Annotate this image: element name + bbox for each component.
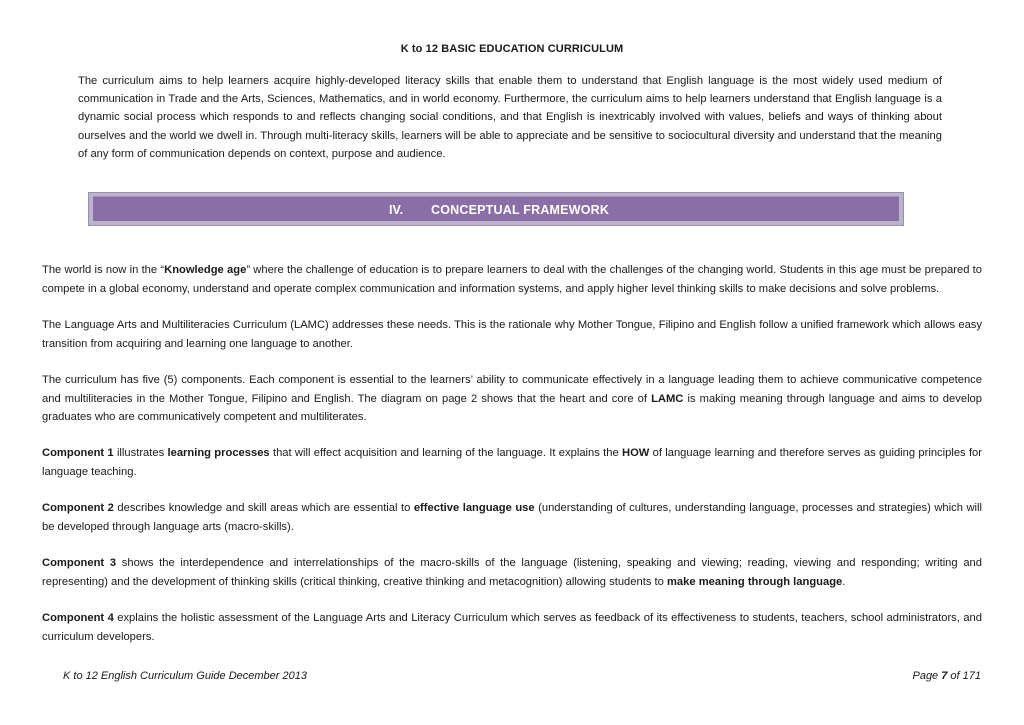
current-page: 7: [941, 670, 948, 682]
text-run: illustrates: [113, 447, 168, 460]
text-run: .: [842, 575, 846, 588]
emphasis-lamc: LAMC: [651, 392, 684, 405]
page-suffix: of 171: [947, 670, 981, 682]
paragraph-component-4: [42, 609, 982, 647]
text-run: shows the interdependence and interrelationships of the macro-skills of the language (listening, speaking and viewing; reading, viewing and responding; writing and representing) and the development of thinking skills (critical thinking, creative thinking and metacognition) allowing students to: [42, 556, 982, 588]
component-1-label: Component 1: [42, 447, 114, 460]
emphasis-how: HOW: [621, 447, 650, 460]
text-run: The world is now in the “: [42, 264, 165, 276]
section-numeral: IV.: [389, 203, 404, 217]
page-prefix: Page: [912, 670, 942, 682]
paragraph-component-1: [42, 444, 982, 482]
text-run: describes knowledge and skill areas which are essential to: [113, 502, 414, 515]
footer-page-number: [912, 670, 981, 682]
text-run: is making meaning through language and aims to develop graduates who are communicatively competent and multiliterates.: [42, 392, 982, 424]
text-run: explains the holistic assessment of the Language Arts and Literacy Curriculum which serves as feedback of its effectiveness to students, teachers, school administrators, and curriculum developers.: [42, 611, 982, 643]
intro-paragraph: The curriculum aims to help learners acquire highly-developed literacy skills that enable them to understand that English language is the most widely used medium of communication in Trade and the Arts, Sciences, Mathematics, and in world economy. Furthermore, the curriculum aims to help learners understand that English language is a dynamic social process which responds to and reflects changing social conditions, and that English is inextricably involved with values, beliefs and ways of thinking about ourselves and the world we dwell in. Through multi-literacy skills, learners will be able to appreciate and be sensitive to sociocultural diversity and understand that the meaning of any form of communication depends on context, purpose and audience.: [78, 75, 942, 160]
paragraph-components-overview: [42, 371, 982, 428]
paragraph-knowledge-age: [42, 261, 982, 299]
component-2-label: Component 2: [42, 502, 114, 515]
body-text: [42, 261, 982, 664]
section-banner: [88, 192, 904, 226]
paragraph-component-3: [42, 554, 982, 592]
emphasis-learning-processes: learning processes: [167, 447, 270, 460]
component-3-label: Component 3: [42, 556, 117, 569]
section-banner-fill: [93, 196, 899, 221]
footer-document-title: K to 12 English Curriculum Guide December 2013: [63, 670, 307, 682]
paragraph-component-2: [42, 499, 982, 537]
text-run: ” where the challenge of education is to prepare learners to deal with the challenges of the changing world. Students in this age must be prepared to compete in a global economy, understand and operate complex communication and information systems, and apply higher level thinking skills to make decisions and solve problems.: [42, 264, 983, 295]
text-run: The Language Arts and Multiliteracies Curriculum (LAMC) addresses these needs. This is the rationale why Mother Tongue, Filipino and English follow a unified framework which allows easy transition from acquiring and learning one language to another.: [42, 318, 982, 350]
page-footer: [0, 670, 1024, 684]
emphasis-knowledge-age: Knowledge age: [164, 264, 247, 276]
text-run: (understanding of cultures, understanding language, processes and strategies) which will be developed through language arts (macro-skills).: [42, 502, 982, 534]
section-title: CONCEPTUAL FRAMEWORK: [431, 203, 610, 217]
paragraph-lamc: [42, 316, 982, 354]
text-run: that will effect acquisition and learning of the language. It explains the: [269, 447, 622, 460]
emphasis-effective-language-use: effective language use: [413, 502, 535, 515]
document-header-title: K to 12 BASIC EDUCATION CURRICULUM: [400, 43, 624, 55]
text-run: The curriculum has five (5) components. Each component is essential to the learners’ ability to communicate effectively in a language leading them to achieve communicative competence and multiliteracies in the Mother Tongue, Filipino and English. The diagram on page 2 shows that the heart and core of: [42, 373, 982, 405]
text-run: of language learning and therefore serves as guiding principles for language teaching.: [42, 447, 983, 479]
component-4-label: Component 4: [42, 611, 114, 624]
emphasis-make-meaning: make meaning through language: [666, 575, 843, 588]
